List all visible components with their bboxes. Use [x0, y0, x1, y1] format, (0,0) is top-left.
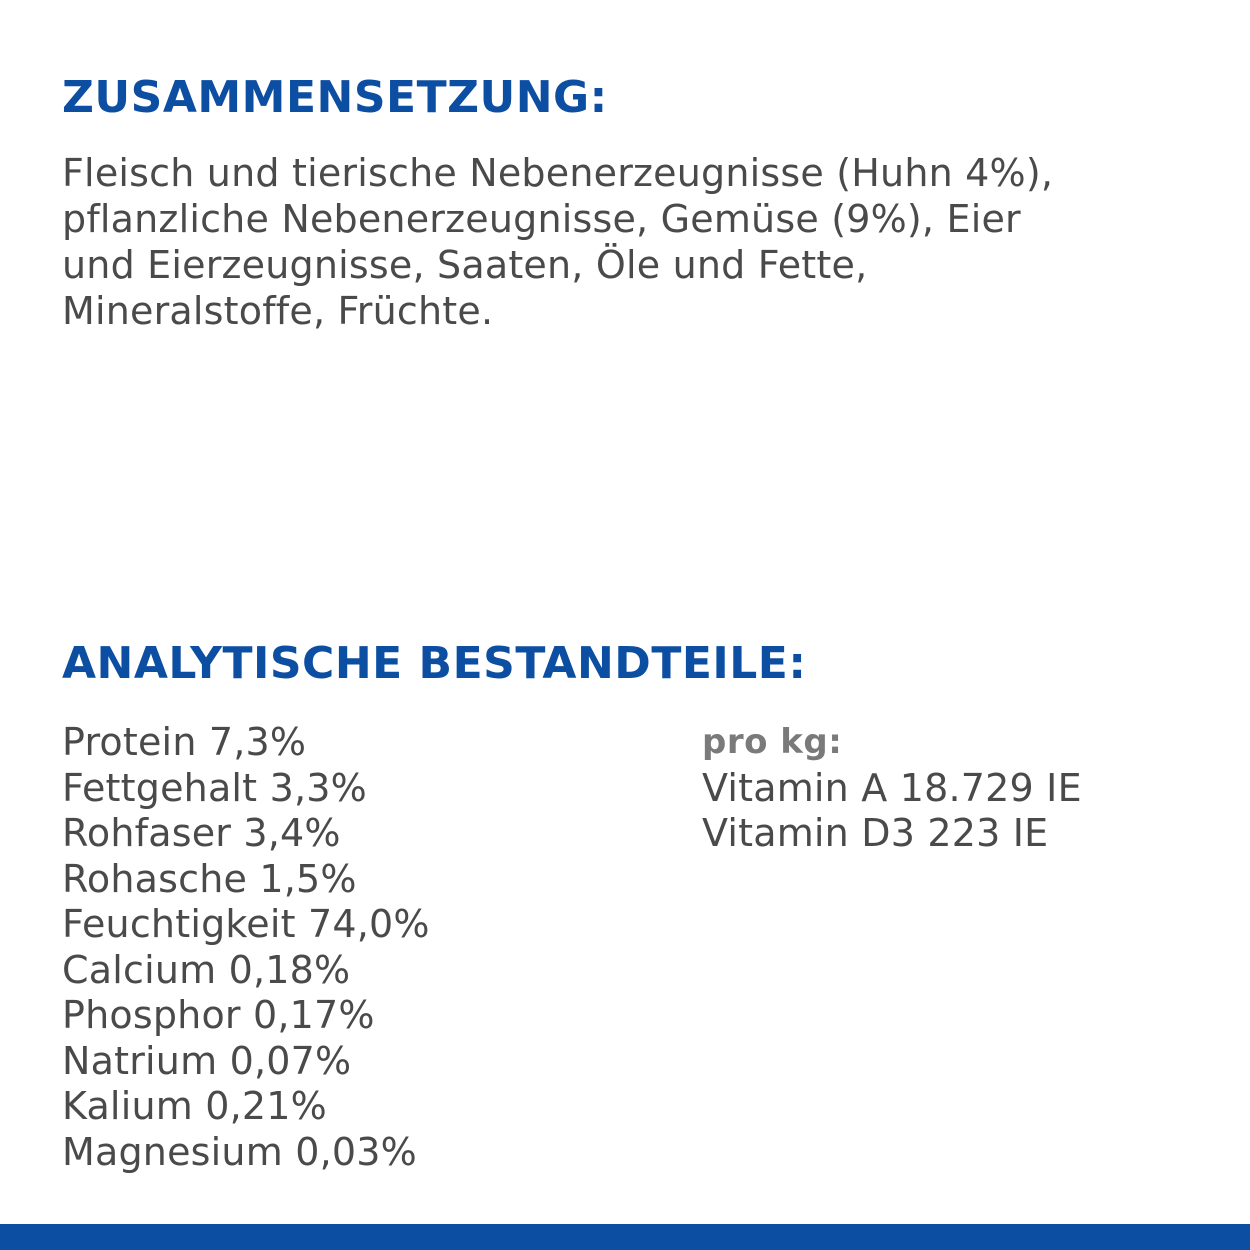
composition-line: Fleisch und tierische Nebenerzeugnisse (Huhn 4%), [62, 151, 1054, 195]
nutrient-item: Calcium 0,18% [62, 947, 351, 992]
nutrient-list [62, 720, 430, 1175]
nutrient-item: Magnesium 0,03% [62, 1129, 417, 1174]
nutrient-item: Rohasche 1,5% [62, 856, 357, 901]
composition-line: und Eierzeugnisse, Saaten, Öle und Fette, [62, 243, 868, 287]
nutrient-item: Natrium 0,07% [62, 1038, 352, 1083]
composition-heading: ZUSAMMENSETZUNG: [62, 72, 608, 123]
nutrient-item: Protein 7,3% [62, 720, 307, 764]
vitamin-list [702, 720, 1082, 857]
composition-line: pflanzliche Nebenerzeugnisse, Gemüse (9%), Eier [62, 197, 1021, 241]
per-kg-label: pro kg: [702, 722, 843, 762]
analytical-heading: ANALYTISCHE BESTANDTEILE: [62, 638, 807, 689]
composition-text [62, 150, 1222, 334]
composition-line: Mineralstoffe, Früchte. [62, 289, 494, 333]
nutrient-item: Rohfaser 3,4% [62, 811, 341, 855]
nutrient-item: Fettgehalt 3,3% [62, 765, 367, 810]
vitamin-item: Vitamin A 18.729 IE [702, 765, 1082, 810]
nutrient-item: Kalium 0,21% [62, 1084, 327, 1128]
vitamin-item: Vitamin D3 223 IE [702, 811, 1049, 855]
footer-bar [0, 1224, 1250, 1250]
nutrient-item: Phosphor 0,17% [62, 993, 375, 1037]
nutrient-item: Feuchtigkeit 74,0% [62, 902, 430, 946]
